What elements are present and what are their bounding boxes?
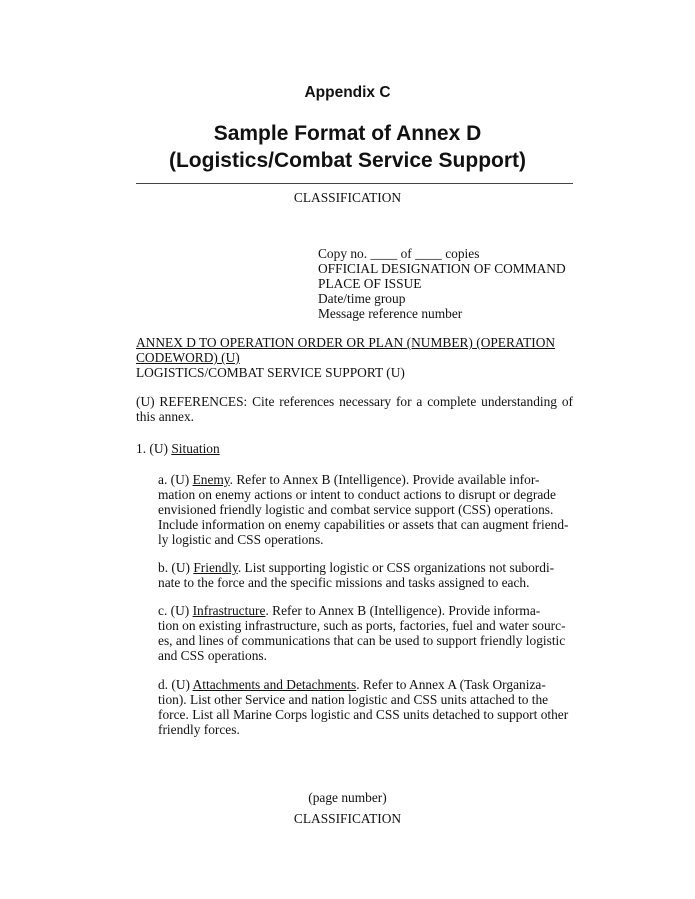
paragraph-d-line: friendly forces. [158, 722, 240, 737]
command-designation-line: OFFICIAL DESIGNATION OF COMMAND [318, 261, 566, 276]
references-paragraph: (U) REFERENCES: Cite references necessary for a complete understanding of this annex. [136, 394, 573, 424]
title-line-1: Sample Format of Annex D [213, 122, 482, 145]
page-number: (page number) [308, 790, 387, 805]
paragraph-a-prefix: a. (U) [158, 472, 193, 487]
message-reference-line: Message reference number [318, 306, 463, 321]
paragraph-d [158, 677, 572, 737]
paragraph-a [158, 472, 572, 547]
paragraph-a-line-1 [158, 472, 572, 487]
annex-heading-line-2 [136, 350, 573, 365]
paragraph-b [158, 560, 572, 590]
paragraph-c-heading: Infrastructure [192, 603, 266, 618]
paragraph-d-line: force. List all Marine Corps logistic and CSS units detached to support other [158, 707, 569, 722]
paragraph-d-line: tion). List other Service and nation logistic and CSS units attached to the [158, 692, 549, 707]
paragraph-d-prefix: d. (U) [158, 677, 193, 692]
classification-footer: CLASSIFICATION [293, 811, 402, 826]
copy-number-line: Copy no. ____ of ____ copies [318, 246, 480, 261]
paragraph-c-line: and CSS operations. [158, 648, 267, 663]
paragraph-c-line: es, and lines of communications that can be used to support friendly logistic [158, 633, 566, 648]
paragraph-a-line: mation on enemy actions or intent to conduct actions to disrupt or degrade [158, 487, 556, 502]
document-title [0, 120, 695, 174]
section-1-heading [136, 441, 220, 456]
paragraph-b-heading: Friendly [193, 560, 238, 575]
paragraph-b-prefix: b. (U) [158, 560, 194, 575]
paragraph-c [158, 603, 572, 663]
paragraph-a-heading: Enemy [192, 472, 230, 487]
annex-heading [136, 335, 573, 380]
paragraph-d-line-1 [158, 677, 572, 692]
section-1-prefix: 1. (U) [136, 441, 172, 456]
title-divider [136, 183, 573, 184]
appendix-label: Appendix C [304, 84, 391, 101]
paragraph-c-prefix: c. (U) [158, 603, 193, 618]
paragraph-c-line-1-rest: . Refer to Annex B (Intelligence). Provide informa- [265, 603, 541, 618]
section-1-title: Situation [171, 441, 220, 456]
annex-heading-line-1: ANNEX D TO OPERATION ORDER OR PLAN (NUMBER) (OPERATION [136, 335, 556, 350]
title-line-2: (Logistics/Combat Service Support) [168, 149, 527, 172]
annex-heading-line-2-text: CODEWORD) (U) [136, 350, 240, 365]
paragraph-c-line: tion on existing infrastructure, such as ports, factories, fuel and water sourc- [158, 618, 566, 633]
paragraph-d-line-1-rest: . Refer to Annex A (Task Organiza- [356, 677, 546, 692]
paragraph-a-line: envisioned friendly logistic and combat service support (CSS) operations. [158, 502, 554, 517]
paragraph-b-line-1 [158, 560, 572, 575]
paragraph-d-heading: Attachments and Detachments [192, 677, 357, 692]
paragraph-a-line-1-rest: . Refer to Annex B (Intelligence). Provide available infor- [229, 472, 540, 487]
issuing-header-block [318, 246, 566, 321]
place-of-issue-line: PLACE OF ISSUE [318, 276, 422, 291]
paragraph-b-line: nate to the force and the specific missions and tasks assigned to each. [158, 575, 530, 590]
date-time-group-line: Date/time group [318, 291, 406, 306]
annex-heading-line-3: LOGISTICS/COMBAT SERVICE SUPPORT (U) [136, 365, 405, 380]
paragraph-b-line-1-rest: . List supporting logistic or CSS organizations not subordi- [237, 560, 555, 575]
paragraph-a-line: ly logistic and CSS operations. [158, 532, 324, 547]
paragraph-a-line: Include information on enemy capabilities or assets that can augment friend- [158, 517, 569, 532]
classification-header: CLASSIFICATION [293, 190, 402, 205]
paragraph-c-line-1 [158, 603, 572, 618]
